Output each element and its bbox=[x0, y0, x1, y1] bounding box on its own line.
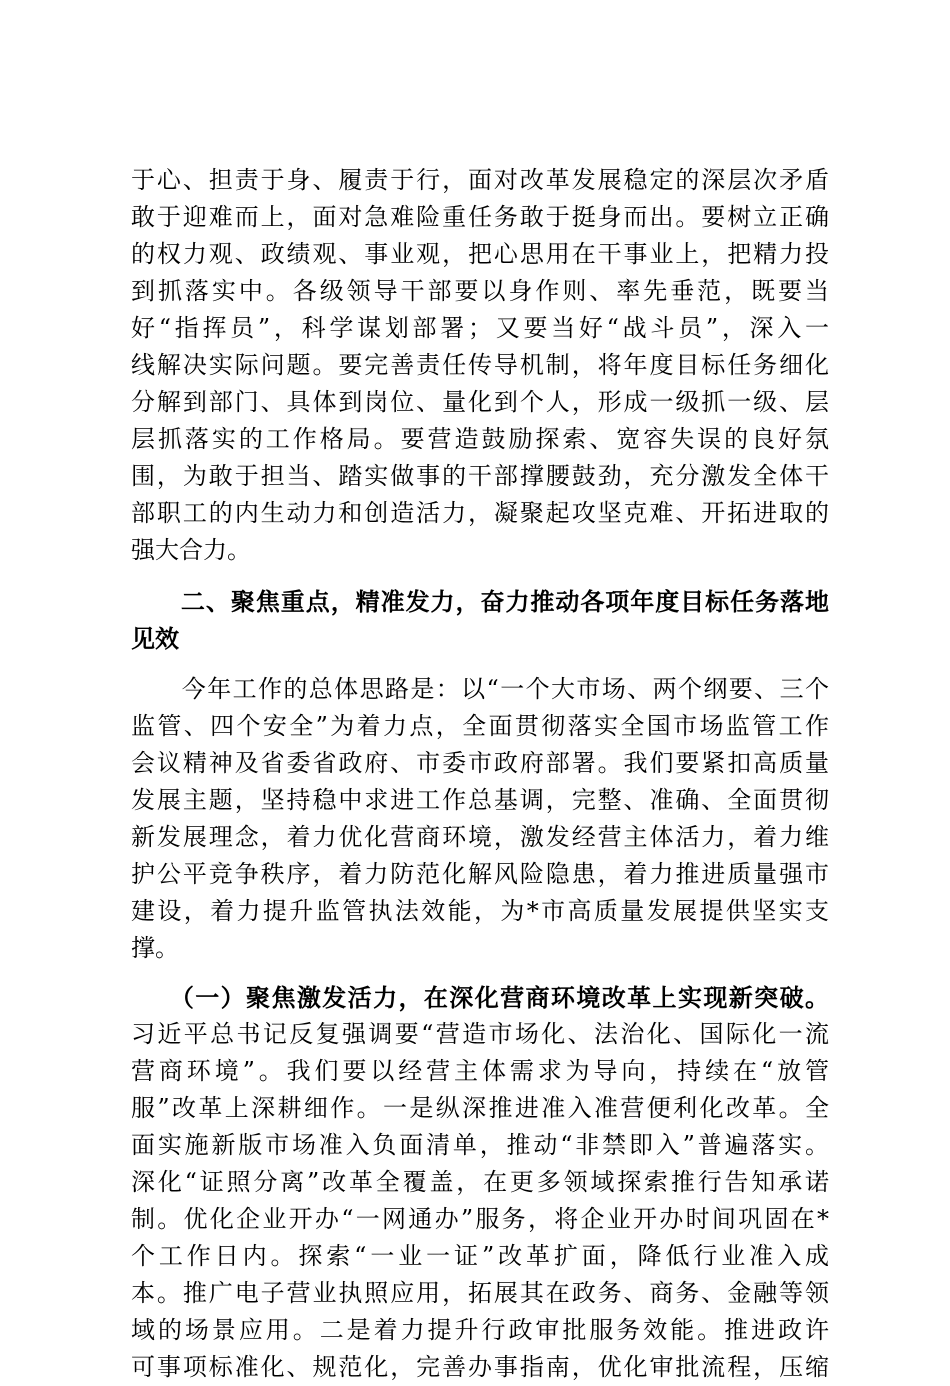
paragraph-3 bbox=[131, 979, 829, 1386]
text-line: 本。推广电子营业执照应用，拓展其在政务、商务、金融等领 bbox=[131, 1279, 829, 1307]
text-line: 今年工作的总体思路是：以“一个大市场、两个纲要、三个 bbox=[131, 675, 829, 703]
text-line: 习近平总书记反复强调要“营造市场化、法治化、国际化一流 bbox=[131, 1020, 829, 1048]
text-line: 会议精神及省委省政府、市委市政府部署。我们要紧扣高质量 bbox=[131, 749, 829, 777]
text-line: 撑。 bbox=[131, 934, 179, 962]
subheading-line: （一）聚焦激发活力，在深化营商环境改革上实现新突破。 bbox=[131, 983, 829, 1012]
text-line: 护公平竞争秩序，着力防范化解风险隐患，着力推进质量强市 bbox=[131, 860, 829, 888]
text-line: 面实施新版市场准入负面清单，推动“非禁即入”普遍落实。 bbox=[131, 1131, 829, 1159]
heading-line: 见效 bbox=[131, 624, 179, 653]
text-line: 发展主题，坚持稳中求进工作总基调，完整、准确、全面贯彻 bbox=[131, 786, 829, 814]
text-line: 部职工的内生动力和创造活力，凝聚起攻坚克难、开拓进取的 bbox=[131, 499, 829, 527]
section-heading-2 bbox=[131, 583, 829, 657]
paragraph-spacer bbox=[131, 569, 829, 583]
text-line: 强大合力。 bbox=[131, 536, 251, 564]
text-line: 制。优化企业开办“一网通办”服务，将企业开办时间巩固在* bbox=[131, 1205, 829, 1233]
document-page bbox=[131, 162, 829, 1386]
text-line: 域的场景应用。二是着力提升行政审批服务效能。推进政许 bbox=[131, 1316, 829, 1344]
text-line: 于心、担责于身、履责于行，面对改革发展稳定的深层次矛盾 bbox=[131, 166, 829, 194]
text-line: 敢于迎难而上，面对急难险重任务敢于挺身而出。要树立正确 bbox=[131, 203, 829, 231]
paragraph-spacer bbox=[131, 657, 829, 671]
paragraph-2 bbox=[131, 671, 829, 967]
text-line: 建设，着力提升监管执法效能，为*市高质量发展提供坚实支 bbox=[131, 897, 829, 925]
text-line: 服”改革上深耕细作。一是纵深推进准入准营便利化改革。全 bbox=[131, 1094, 829, 1122]
text-line: 线解决实际问题。要完善责任传导机制，将年度目标任务细化 bbox=[131, 351, 829, 379]
text-line: 好“指挥员”，科学谋划部署；又要当好“战斗员”，深入一 bbox=[131, 314, 829, 342]
paragraph-spacer bbox=[131, 967, 829, 979]
text-line: 到抓落实中。各级领导干部要以身作则、率先垂范，既要当 bbox=[131, 277, 829, 305]
text-line: 围，为敢于担当、踏实做事的干部撑腰鼓劲，充分激发全体干 bbox=[131, 462, 829, 490]
text-line: 可事项标准化、规范化，完善办事指南，优化审批流程，压缩 bbox=[131, 1353, 829, 1381]
text-line: 营商环境”。我们要以经营主体需求为导向，持续在“放管 bbox=[131, 1057, 829, 1085]
text-line: 新发展理念，着力优化营商环境，激发经营主体活力，着力维 bbox=[131, 823, 829, 851]
text-line: 层抓落实的工作格局。要营造鼓励探索、宽容失误的良好氛 bbox=[131, 425, 829, 453]
text-line: 深化“证照分离”改革全覆盖，在更多领域探索推行告知承诺 bbox=[131, 1168, 829, 1196]
heading-line: 二、聚焦重点，精准发力，奋力推动各项年度目标任务落地 bbox=[131, 587, 829, 616]
text-line: 分解到部门、具体到岗位、量化到个人，形成一级抓一级、层 bbox=[131, 388, 829, 416]
text-line: 个工作日内。探索“一业一证”改革扩面，降低行业准入成 bbox=[131, 1242, 829, 1270]
text-line: 的权力观、政绩观、事业观，把心思用在干事业上，把精力投 bbox=[131, 240, 829, 268]
paragraph-1 bbox=[131, 162, 829, 569]
text-line: 监管、四个安全”为着力点，全面贯彻落实全国市场监管工作 bbox=[131, 712, 829, 740]
